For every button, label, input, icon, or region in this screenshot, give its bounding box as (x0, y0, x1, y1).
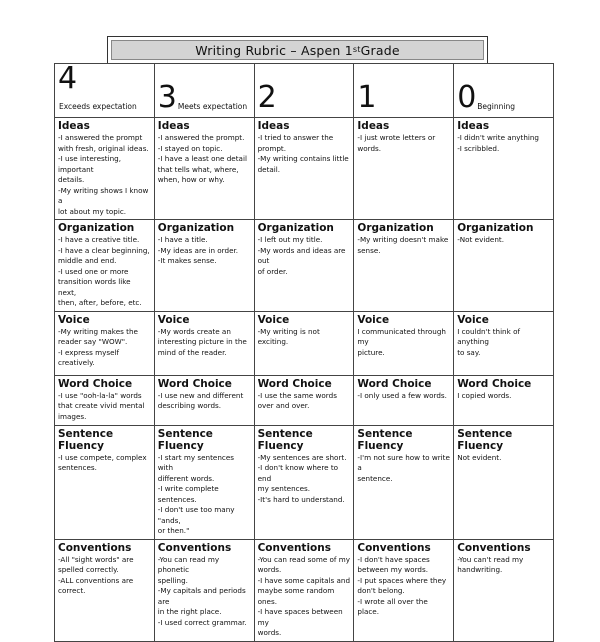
score-label: Exceeds expectation (59, 102, 137, 111)
rubric-cell (254, 425, 354, 539)
category-label: Word Choice (58, 377, 133, 390)
rubric-cell (55, 311, 155, 375)
category-label: Word Choice (357, 377, 432, 390)
cell-description: I couldn't think of anything to say. (457, 326, 520, 357)
category-label: Ideas (357, 120, 390, 132)
rubric-row-organization (55, 220, 554, 312)
cell-description: -I start my sentences with different words. -I write complete sentences. -I don't use too many "ands, or then." (157, 452, 235, 535)
rubric-cell (55, 539, 155, 641)
cell-description: -I use compete, complex sentences. (58, 452, 147, 472)
title-text: Writing Rubric – Aspen 1 (195, 42, 353, 58)
cell-description: -I don't have spaces between my words. -I put spaces where they don't belong. -I wrote all over the place. (357, 554, 447, 616)
rubric-cell (154, 311, 254, 375)
rubric-cell (454, 425, 554, 539)
category-label: Sentence Fluency (357, 427, 413, 452)
cell-description: Not evident. (457, 452, 502, 462)
cell-description: -My writing doesn't make sense. (357, 235, 449, 255)
cell-description: I copied words. (457, 390, 512, 400)
cell-description: -I have a creative title. -I have a clear beginning, middle and end. -I used one or more transition words like next, then, after, before, etc. (58, 235, 150, 307)
category-label: Voice (257, 313, 290, 326)
cell-description: -I left out my title. -My words and ideas are out of order. (257, 235, 346, 276)
score-label: Meets expectation (177, 102, 248, 111)
rubric-cell (454, 539, 554, 641)
category-label: Voice (58, 313, 90, 326)
rubric-cell (154, 425, 254, 539)
cell-description: -My words create an interesting picture in the mind of the reader. (157, 326, 247, 357)
cell-description: -I'm not sure how to write a sentence. (357, 452, 450, 483)
rubric-cell (354, 539, 454, 641)
rubric-cell (154, 220, 254, 312)
category-label: Voice (457, 313, 489, 326)
score-number: 0 (457, 80, 477, 115)
rubric-cell (454, 220, 554, 312)
score-number: 1 (357, 80, 377, 115)
rubric-cell (254, 118, 354, 220)
score-header-2 (254, 64, 354, 118)
rubric-row-sentence-fluency (55, 425, 554, 539)
title-suffix: Grade (360, 42, 400, 58)
cell-description: I communicated through my picture. (357, 326, 446, 357)
category-label: Sentence Fluency (58, 427, 114, 452)
category-label: Conventions (257, 541, 331, 554)
rubric-cell (154, 539, 254, 641)
category-label: Conventions (157, 541, 232, 554)
rubric-cell (254, 311, 354, 375)
score-header-4 (55, 64, 155, 118)
cell-description: -My sentences are short. -I don't know where to end my sentences. -It's hard to understand. (257, 452, 347, 504)
category-label: Ideas (457, 120, 490, 132)
category-label: Organization (457, 222, 534, 234)
cell-description: -You can't read my handwriting. (457, 554, 524, 574)
cell-description: -I tried to answer the prompt. -My writing contains little detail. (257, 133, 349, 174)
score-label: Beginning (477, 102, 515, 111)
cell-description: -I use the same words over and over. (257, 390, 337, 410)
rubric-cell (354, 220, 454, 312)
title-box (107, 36, 488, 64)
category-label: Conventions (457, 541, 531, 554)
score-header-1 (354, 64, 454, 118)
score-number: 4 (58, 63, 78, 96)
rubric-cell (354, 375, 454, 425)
category-label: Word Choice (257, 377, 332, 390)
rubric-cell (254, 375, 354, 425)
score-number: 2 (257, 80, 277, 115)
score-number: 3 (157, 80, 177, 115)
category-label: Voice (157, 313, 190, 326)
cell-description: -I use new and different describing words. (157, 390, 244, 410)
category-label: Word Choice (157, 377, 232, 390)
score-header-3 (154, 64, 254, 118)
category-label: Organization (257, 222, 334, 234)
rubric-cell (55, 220, 155, 312)
cell-description: -I just wrote letters or words. (357, 133, 436, 153)
cell-description: -All "sight words" are spelled correctly. -ALL conventions are correct. (58, 554, 134, 595)
cell-description: -I have a title. -My ideas are in order. -It makes sense. (157, 235, 239, 265)
category-label: Sentence Fluency (157, 427, 213, 452)
rubric-row-voice (55, 311, 554, 375)
rubric-cell (454, 311, 554, 375)
cell-description: -Not evident. (457, 235, 504, 244)
rubric-table (54, 63, 554, 642)
category-label: Sentence Fluency (257, 427, 313, 452)
category-label: Sentence Fluency (457, 427, 513, 452)
rubric-cell (454, 118, 554, 220)
rubric-cell (55, 118, 155, 220)
cell-description: -I answered the prompt. -I stayed on topic. -I have a least one detail that tells what, where, when, how or why. (157, 133, 247, 184)
cell-description: -My writing is not exciting. (257, 326, 320, 346)
score-header-0 (454, 64, 554, 118)
category-label: Voice (357, 313, 390, 326)
score-header-row (55, 64, 554, 118)
cell-description: -You can read my phonetic spelling. -My capitals and periods are in the right place. -I used correct grammar. (157, 554, 247, 627)
page-title: Writing Rubric – Aspen 1 st Grade (111, 40, 484, 60)
rubric-cell (354, 118, 454, 220)
cell-description: -I only used a few words. (357, 390, 447, 400)
cell-description: -You can read some of my words. -I have some capitals and maybe some random ones. -I have spaces between my words. (257, 554, 351, 637)
cell-description: -I use "ooh-la-la" words that create vivid mental images. (58, 390, 145, 421)
rubric-cell (354, 311, 454, 375)
category-label: Organization (157, 222, 235, 234)
rubric-cell (154, 375, 254, 425)
category-label: Ideas (257, 120, 290, 132)
category-label: Ideas (58, 120, 90, 132)
rubric-cell (454, 375, 554, 425)
rubric-cell (154, 118, 254, 220)
cell-description: -My writing makes the reader say "WOW". -I express myself creatively. (58, 326, 138, 367)
category-label: Conventions (58, 541, 132, 554)
category-label: Word Choice (457, 377, 532, 390)
rubric-cell (254, 220, 354, 312)
rubric-cell (354, 425, 454, 539)
cell-description: -I answered the prompt with fresh, original ideas. -I use interesting, important details. -My writing shows I know a lot about my topic. (58, 133, 149, 216)
category-label: Organization (357, 222, 434, 234)
category-label: Conventions (357, 541, 431, 554)
category-label: Ideas (157, 120, 190, 132)
cell-description: -I didn't write anything -I scribbled. (457, 133, 539, 153)
rubric-row-word-choice (55, 375, 554, 425)
rubric-row-ideas (55, 118, 554, 220)
rubric-cell (55, 375, 155, 425)
rubric-cell (55, 425, 155, 539)
rubric-cell (254, 539, 354, 641)
rubric-row-conventions (55, 539, 554, 641)
category-label: Organization (58, 222, 135, 234)
